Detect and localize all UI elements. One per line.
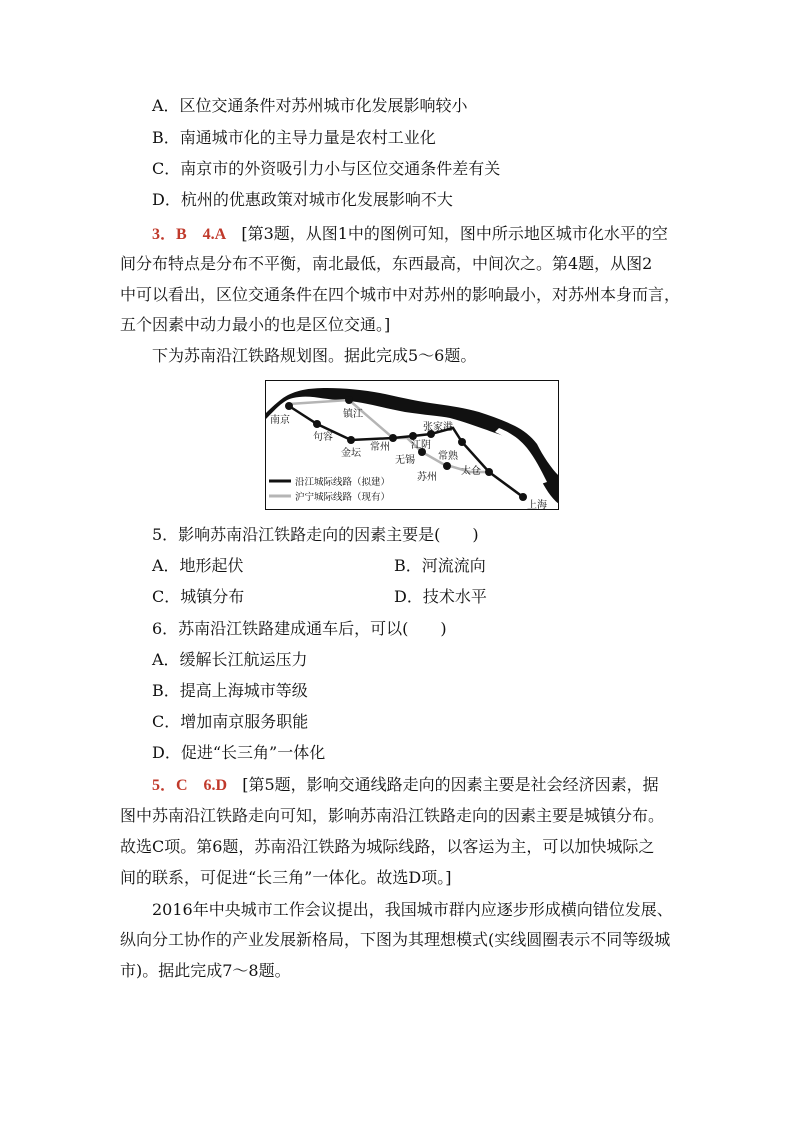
station-shanghai [519,493,527,501]
question-6-option-a: A．缓解长江航运压力 [152,650,308,669]
label-jintan: 金坛 [341,448,361,459]
station-nanjing [285,402,293,410]
station-jintan [347,436,355,444]
intro-7-8-line3: 市)。据此完成7～8题。 [120,961,291,980]
station-jurong [313,420,321,428]
label-zhangjiagang: 张家港 [423,422,453,433]
answer-3-4-line1 [152,224,668,245]
railway-map [265,380,559,510]
label-nanjing: 南京 [270,415,290,426]
answer-3-4-line3: 中可以看出，区位交通条件在四个城市中对苏州的影响最小，对苏州本身而言， [120,285,681,304]
question-6-option-b: B．提高上海城市等级 [152,681,308,700]
label-jurong: 句容 [313,432,333,443]
station-suzhou [443,462,451,470]
question-5-option-c: C．城镇分布 [152,587,245,606]
label-wuxi: 无锡 [395,455,415,466]
answer-3-4-line2: 间分布特点是分布不平衡，南北最低，东西最高，中间次之。第4题，从图2 [120,254,653,273]
question-5-option-b: B．河流流向 [394,556,486,575]
question-5-stem: 5．影响苏南沿江铁路走向的因素主要是( ) [152,525,479,544]
question-5-option-a: A．地形起伏 [152,556,244,575]
answer-3-4-line4: 五个因素中动力最小的也是区位交通。] [120,315,391,334]
question-6-option-c: C．增加南京服务职能 [152,712,309,731]
label-changzhou: 常州 [370,442,390,453]
station-zhenjiang [345,396,353,404]
legend-existing-label: 沪宁城际线路（现有） [295,492,391,503]
label-shanghai: 上海 [527,500,547,510]
answer-3-4-label: 3．B 4.A [152,226,227,243]
explanation-text: [第3题，从图1中的图例可知，图中所示地区城市化水平的空 [241,224,668,243]
answer-5-6-line3: 故选C项。第6题，苏南沿江铁路为城际线路，以客运为主，可以加快城际之 [120,837,655,856]
answer-5-6-line4: 间的联系，可促进“长三角”一体化。故选D项。] [120,868,452,887]
option-b-prev: B．南通城市化的主导力量是农村工业化 [152,128,436,147]
answer-5-6-line1 [152,775,659,796]
answer-5-6-label: 5．C 6.D [152,777,228,794]
legend-planned-label: 沿江城际线路（拟建） [295,477,391,488]
label-zhenjiang: 镇江 [343,409,363,420]
question-6-stem: 6．苏南沿江铁路建成通车后，可以( ) [152,619,447,638]
station-taicang [485,468,493,476]
option-c-prev: C．南京市的外资吸引力小与区位交通条件差有关 [152,159,501,178]
label-suzhou: 苏州 [417,472,437,483]
question-6-option-d: D．促进“长三角”一体化 [152,743,326,762]
intro-7-8-line1: 2016年中央城市工作会议提出，我国城市群内应逐步形成横向错位发展、 [152,900,673,919]
station-changzhou [389,434,397,442]
label-taicang: 太仓 [461,466,481,477]
label-jiangyin: 江阴 [411,440,431,451]
intro-7-8-line2: 纵向分工协作的产业发展新格局，下图为其理想模式(实线圆圈表示不同等级城 [120,930,671,949]
label-changshu: 常熟 [438,451,458,462]
intro-5-6: 下为苏南沿江铁路规划图。据此完成5～6题。 [152,346,477,365]
option-d-prev: D．杭州的优惠政策对城市化发展影响不大 [152,190,453,209]
question-5-option-d: D．技术水平 [394,587,487,606]
explanation-text: [第5题，影响交通线路走向的因素主要是社会经济因素，据 [242,775,659,794]
answer-5-6-line2: 图中苏南沿江铁路走向可知，影响苏南沿江铁路走向的因素主要是城镇分布。 [120,806,665,825]
option-a-prev: A．区位交通条件对苏州城市化发展影响较小 [152,96,468,115]
station-jiangyin [409,432,417,440]
station-changshu [458,438,466,446]
